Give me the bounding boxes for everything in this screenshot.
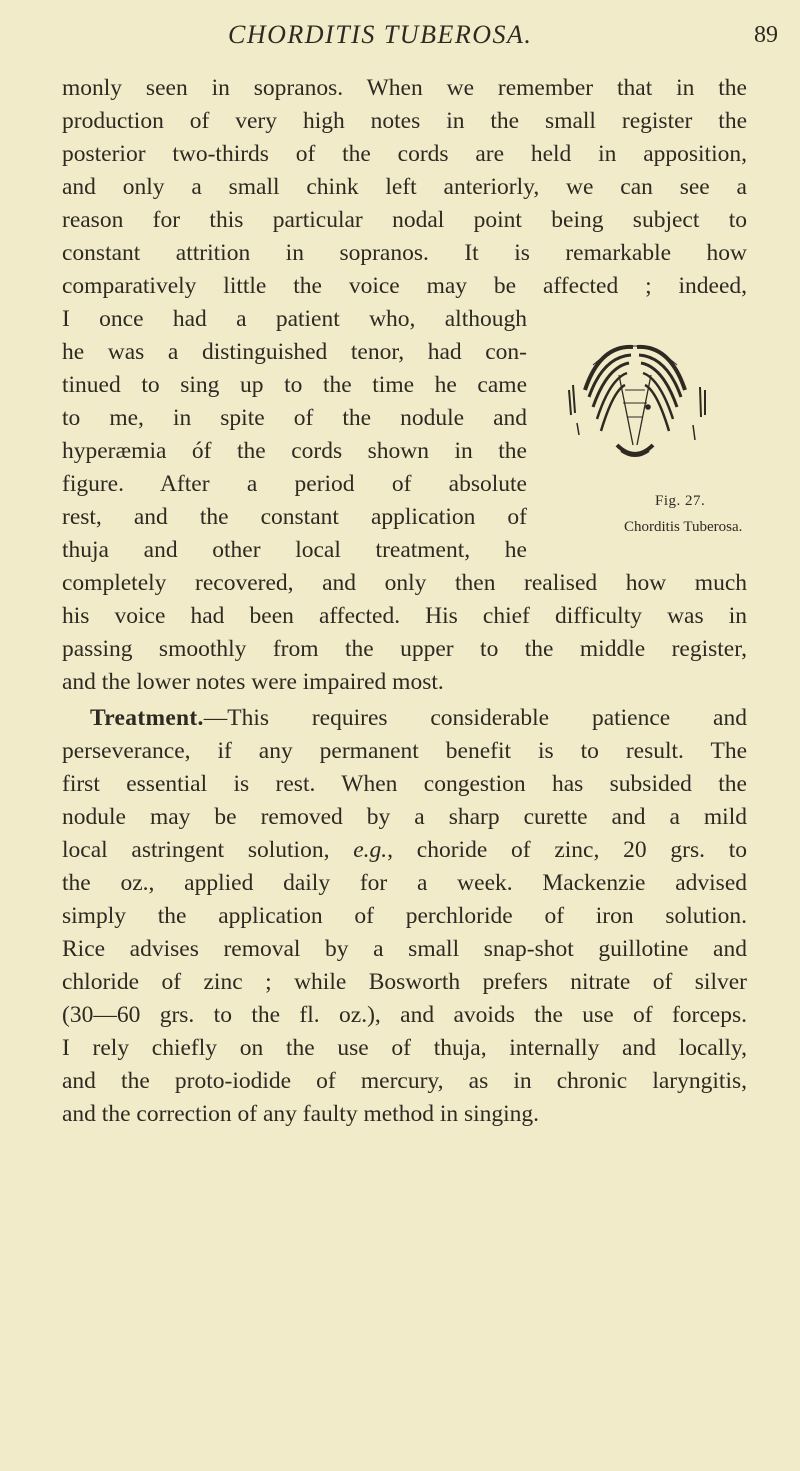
text-line: and only a small chink left anteriorly, we can see a	[62, 174, 747, 200]
text-line: constant attrition in sopranos. It is remarkable how	[62, 240, 747, 266]
text-span: —This requires considerable patience and	[203, 705, 747, 731]
text-line: production of very high notes in the small register the	[62, 108, 747, 134]
text-line: tinued to sing up to the time he came	[62, 372, 527, 398]
italic-abbrev: e.g.	[353, 837, 388, 863]
figure-number: Fig. 27.	[655, 493, 706, 509]
text-line: perseverance, if any permanent benefit is to result. The	[62, 738, 747, 764]
text-line: and the lower notes were impaired most.	[62, 669, 444, 695]
text-line: thuja and other local treatment, he	[62, 537, 527, 563]
text-line: Rice advises removal by a small snap-shot guillotine and	[62, 936, 747, 962]
text-line: passing smoothly from the upper to the middle register,	[62, 636, 747, 662]
text-line: he was a distinguished tenor, had con-	[62, 339, 527, 365]
text-line: his voice had been affected. His chief difficulty was in	[62, 603, 747, 629]
page-header	[0, 20, 800, 60]
text-line: first essential is rest. When congestion has subsided the	[62, 771, 747, 797]
text-line: monly seen in sopranos. When we remember that in the	[62, 75, 747, 101]
text-line: comparatively little the voice may be affected ; indeed,	[62, 273, 747, 299]
text-line: rest, and the constant application of	[62, 504, 527, 530]
text-line: figure. After a period of absolute	[62, 471, 527, 497]
text-line: I rely chiefly on the use of thuja, internally and locally,	[62, 1035, 747, 1061]
eg-line	[62, 837, 747, 864]
text-line: to me, in spite of the nodule and	[62, 405, 527, 431]
page-number: 89	[754, 22, 778, 48]
text-line: chloride of zinc ; while Bosworth prefers nitrate of silver	[62, 969, 747, 995]
text-line: reason for this particular nodal point being subject to	[62, 207, 747, 233]
text-span: local astringent solution,	[62, 837, 354, 863]
text-span: , choride of zinc, 20 grs. to	[387, 837, 747, 863]
running-head: CHORDITIS TUBEROSA.	[228, 20, 533, 49]
section-heading: Treatment.	[90, 705, 204, 731]
text-line: I once had a patient who, although	[62, 306, 527, 332]
text-line: simply the application of perchloride of iron solution.	[62, 903, 747, 929]
text-line: (30—60 grs. to the fl. oz.), and avoids the use of forceps.	[62, 1002, 747, 1028]
text-line: hyperæmia óf the cords shown in the	[62, 438, 527, 464]
text-line: posterior two-thirds of the cords are held in apposition,	[62, 141, 747, 167]
text-line: and the proto-iodide of mercury, as in chronic laryngitis,	[62, 1068, 747, 1094]
text-line: and the correction of any faulty method in singing.	[62, 1101, 540, 1127]
larynx-illustration	[555, 335, 715, 465]
treatment-first-line	[90, 705, 747, 732]
larynx-drawing	[555, 335, 715, 465]
text-line: the oz., applied daily for a week. Mackenzie advised	[62, 870, 747, 896]
text-line: nodule may be removed by a sharp curette and a mild	[62, 804, 747, 830]
figure-caption: Chorditis Tuberosa.	[624, 519, 743, 535]
text-line: completely recovered, and only then realised how much	[62, 570, 747, 596]
